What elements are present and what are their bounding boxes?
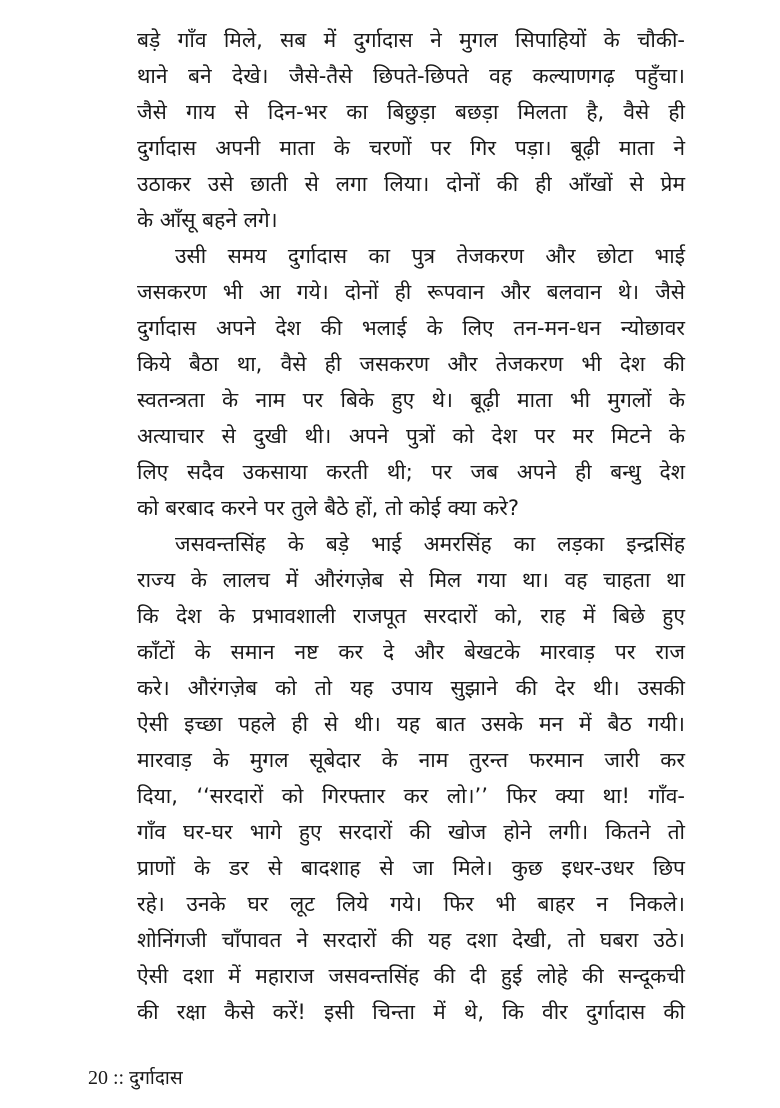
text-line: उसी समय दुर्गादास का पुत्र तेजकरण और छोटा भाई: [175, 244, 685, 268]
text-line: किये बैठा था, वैसे ही जसकरण और तेजकरण भी देश की: [137, 352, 685, 376]
text-line: रहे। उनके घर लूट लिये गये। फिर भी बाहर न निकले।: [137, 892, 685, 916]
book-title: दुर्गादास: [129, 1067, 183, 1089]
text-line: दुर्गादास अपनी माता के चरणों पर गिर पड़ा। बूढ़ी माता ने: [137, 136, 685, 160]
paragraph: [137, 238, 685, 526]
text-line: जसवन्तसिंह के बड़े भाई अमरसिंह का लड़का इन्द्रसिंह: [175, 532, 685, 556]
text-line: जैसे गाय से दिन-भर का बिछुड़ा बछड़ा मिलता है, वैसे ही: [137, 100, 685, 124]
text-line: गाँव घर-घर भागे हुए सरदारों की खोज होने लगी। कितने तो: [137, 820, 685, 844]
text-line: स्वतन्त्रता के नाम पर बिके हुए थे। बूढ़ी माता भी मुगलों के: [137, 388, 685, 412]
text-line: ऐसी इच्छा पहले ही से थी। यह बात उसके मन में बैठ गयी।: [137, 712, 685, 736]
text-line: राज्य के लालच में औरंगज़ेब से मिल गया था। वह चाहता था: [137, 568, 685, 592]
page-footer: [88, 1064, 183, 1090]
text-line: उठाकर उसे छाती से लगा लिया। दोनों की ही आँखों से प्रेम: [137, 172, 685, 196]
text-line: थाने बने देखे। जैसे-तैसे छिपते-छिपते वह कल्याणगढ़ पहुँचा।: [137, 64, 685, 88]
page-body: [137, 22, 685, 1030]
text-line: कि देश के प्रभावशाली राजपूत सरदारों को, राह में बिछे हुए: [137, 604, 685, 628]
paragraph: [137, 526, 685, 1030]
text-line: की रक्षा कैसे करें! इसी चिन्ता में थे, कि वीर दुर्गादास की: [137, 1000, 685, 1024]
text-line: काँटों के समान नष्ट कर दे और बेखटके मारवाड़ पर राज: [137, 640, 685, 664]
text-line: शोनिंगजी चाँपावत ने सरदारों की यह दशा देखी, तो घबरा उठे।: [137, 928, 685, 952]
text-line: जसकरण भी आ गये। दोनों ही रूपवान और बलवान थे। जैसे: [137, 280, 685, 304]
paragraph: [137, 22, 685, 238]
text-line: लिए सदैव उकसाया करती थी; पर जब अपने ही बन्धु देश: [137, 460, 685, 484]
text-line: करे। औरंगज़ेब को तो यह उपाय सुझाने की देर थी। उसकी: [137, 676, 685, 700]
text-line: बड़े गाँव मिले, सब में दुर्गादास ने मुगल सिपाहियों के चौकी-: [137, 28, 685, 52]
text-line: दिया, ‘‘सरदारों को गिरफ्तार कर लो।’’ फिर क्या था! गाँव-: [137, 784, 685, 808]
text-line: ऐसी दशा में महाराज जसवन्तसिंह की दी हुई लोहे की सन्दूकची: [137, 964, 685, 988]
text-line: अत्याचार से दुखी थी। अपने पुत्रों को देश पर मर मिटने के: [137, 424, 685, 448]
text-line: के आँसू बहने लगे।: [137, 208, 278, 232]
text-line: दुर्गादास अपने देश की भलाई के लिए तन-मन-धन न्योछावर: [137, 316, 685, 340]
text-line: मारवाड़ के मुगल सूबेदार के नाम तुरन्त फरमान जारी कर: [137, 748, 685, 772]
text-line: प्राणों के डर से बादशाह से जा मिले। कुछ इधर-उधर छिप: [137, 856, 685, 880]
text-line: को बरबाद करने पर तुले बैठे हों, तो कोई क्या करे?: [137, 496, 520, 520]
page-number: 20 ::: [88, 1067, 125, 1089]
